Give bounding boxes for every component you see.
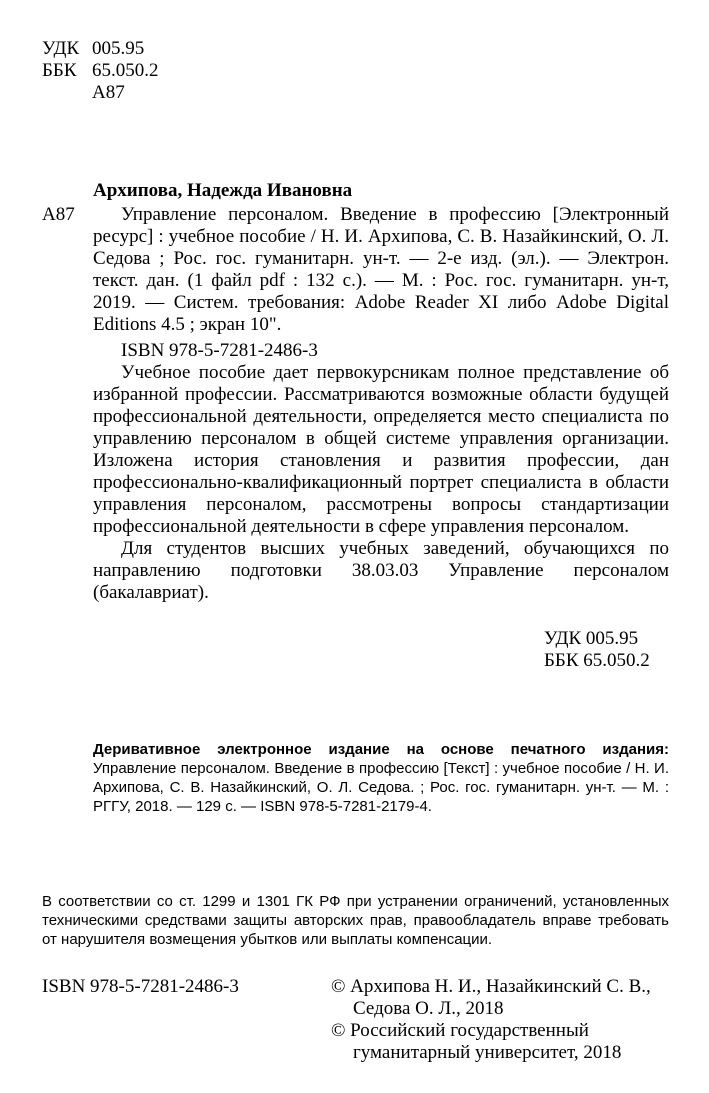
bbk-bottom: ББК 65.050.2 xyxy=(544,650,650,671)
derivative-lead: Деривативное электронное издание на основе печатного издания: xyxy=(93,741,669,758)
author-mark-row xyxy=(42,82,159,104)
bbk-row xyxy=(42,60,159,82)
copyright-university-line-1: © Российский государственный xyxy=(331,1020,589,1041)
annotation-paragraph: Учебное пособие дает первокурсникам полное представление об избранной профессии. Рассматриваются возможные области будущей профессиональной деятельности, определяется место специалиста по управлению персоналом в общей системе управления организации. Изложена история становления и развития профессии, дан профессионально-квалификационный портрет специалиста в области управления персоналом, рассмотрены вопросы стандартизации профессиональной деятельности в сфере управления персоналом. xyxy=(93,362,669,537)
derivative-edition-note xyxy=(93,740,669,816)
isbn-main: ISBN 978-5-7281-2486-3 xyxy=(121,340,318,361)
author-mark: А87 xyxy=(92,82,125,103)
udk-value: 005.95 xyxy=(92,38,145,59)
rights-notice: В соответствии со ст. 1299 и 1301 ГК РФ при устранении ограничений, установленных техническими средствами защиты авторских прав, правообладатель вправе требовать от нарушителя возмещения убытков или выплаты компенсации. xyxy=(42,893,669,948)
annotation xyxy=(93,362,669,604)
author-heading: Архипова, Надежда Ивановна xyxy=(93,180,353,201)
udk-bottom: УДК 005.95 xyxy=(544,628,639,649)
classification-bottom xyxy=(544,628,650,672)
copyright-university-line-2: гуманитарный университет, 2018 xyxy=(353,1042,622,1063)
copyright-authors-line-2: Седова О. Л., 2018 xyxy=(353,998,504,1019)
bibliographic-description: Управление персоналом. Введение в профессию [Электронный ресурс] : учебное пособие / Н. И. Архипова, С. В. Назайкинский, О. Л. Седова ; Рос. гос. гуманитарн. ун-т. — 2-е изд. (эл.). — Электрон. текст. дан. (1 файл pdf : 132 с.). — М. : Рос. гос. гуманитарн. ун-т, 2019. — Систем. требования: Adobe Reader XI либо Adobe Digital Editions 4.5 ; экран 10". xyxy=(93,204,669,335)
audience-paragraph: Для студентов высших учебных заведений, обучающихся по направлению подготовки 38.03.03 Управление персоналом (бакалавриат). xyxy=(93,538,669,603)
copyright-block xyxy=(331,976,671,1064)
classification-block xyxy=(42,38,159,104)
derivative-text: Управление персоналом. Введение в профессию [Текст] : учебное пособие / Н. И. Архипова, С. В. Назайкинский, О. Л. Седова. ; Рос. гос. гуманитарн. ун-т. — М. : РГГУ, 2018. — 129 с. — ISBN 978-5-7281-2179-4. xyxy=(93,760,669,815)
isbn-footer: ISBN 978-5-7281-2486-3 xyxy=(42,976,239,997)
udk-row xyxy=(42,38,159,60)
udk-label: УДК xyxy=(42,38,80,59)
author-mark-side: А87 xyxy=(42,204,75,225)
bbk-label: ББК xyxy=(42,60,77,81)
copyright-authors-line-1: © Архипова Н. И., Назайкинский С. В., xyxy=(331,976,651,997)
bbk-value: 65.050.2 xyxy=(92,60,159,81)
